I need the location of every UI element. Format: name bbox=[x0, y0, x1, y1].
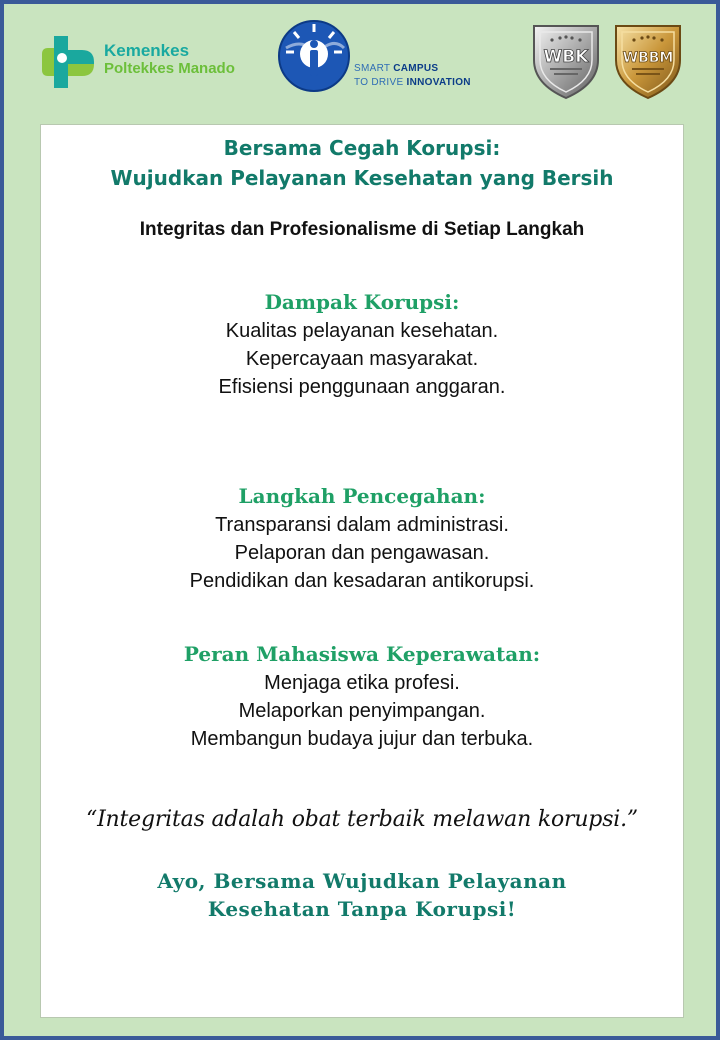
section-langkah-pencegahan bbox=[41, 481, 683, 595]
section-line: Pelaporan dan pengawasan. bbox=[234, 542, 490, 564]
closing-call-to-action bbox=[41, 867, 683, 923]
campus-line-2: TO DRIVE INNOVATION bbox=[354, 77, 471, 88]
globe-icon bbox=[276, 18, 352, 94]
section-dampak-korupsi bbox=[41, 287, 683, 401]
kemenkes-logo bbox=[40, 32, 260, 92]
section-line: Kualitas pelayanan kesehatan. bbox=[225, 320, 499, 342]
section-heading: Langkah Pencegahan: bbox=[238, 484, 486, 508]
wbbm-badge-icon bbox=[610, 20, 686, 100]
section-heading: Dampak Korupsi: bbox=[264, 290, 460, 314]
closing-line-2: Kesehatan Tanpa Korupsi! bbox=[207, 897, 517, 921]
section-heading: Peran Mahasiswa Keperawatan: bbox=[183, 642, 541, 666]
wbbm-label: WBBM bbox=[622, 50, 674, 66]
content-card bbox=[40, 124, 684, 1018]
section-line: Kepercayaan masyarakat. bbox=[245, 348, 479, 370]
section-peran-mahasiswa bbox=[41, 639, 683, 753]
campus-line-1: SMART CAMPUS bbox=[354, 63, 439, 74]
section-line: Membangun budaya jujur dan terbuka. bbox=[190, 728, 534, 750]
kemenkes-subtitle: Poltekkes Manado bbox=[104, 60, 235, 77]
kemenkes-title: Kemenkes bbox=[104, 41, 190, 60]
main-title bbox=[41, 125, 683, 193]
section-line: Efisiensi penggunaan anggaran. bbox=[218, 376, 506, 398]
main-title-line-2: Wujudkan Pelayanan Kesehatan yang Bersih bbox=[110, 166, 614, 190]
wbk-badge-icon bbox=[528, 20, 604, 100]
closing-line-1: Ayo, Bersama Wujudkan Pelayanan bbox=[157, 869, 567, 893]
wbk-label: WBK bbox=[543, 47, 589, 67]
section-line: Transparansi dalam administrasi. bbox=[215, 514, 509, 536]
kemenkes-mark-icon bbox=[40, 32, 96, 92]
section-line: Pendidikan dan kesadaran antikorupsi. bbox=[189, 570, 535, 592]
subtitle: Integritas dan Profesionalisme di Setiap Langkah bbox=[139, 219, 585, 240]
section-line: Menjaga etika profesi. bbox=[264, 672, 460, 694]
section-line: Melaporkan penyimpangan. bbox=[238, 700, 486, 722]
integrity-quote: “Integritas adalah obat terbaik melawan korupsi.” bbox=[86, 807, 638, 832]
main-title-line-1: Bersama Cegah Korupsi: bbox=[223, 136, 501, 160]
smart-campus-logo bbox=[276, 18, 486, 98]
